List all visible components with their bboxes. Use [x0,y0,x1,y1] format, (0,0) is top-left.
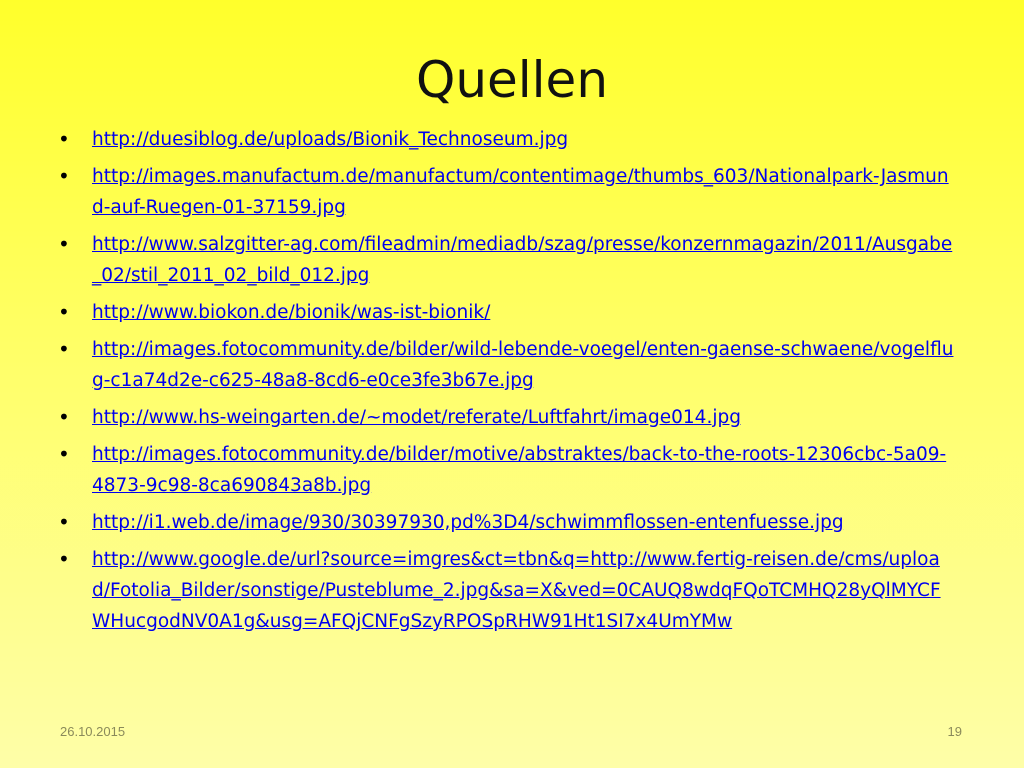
source-link[interactable]: http://images.fotocommunity.de/bilder/motive/abstraktes/back-to-the-roots-12306cbc-5a09-4873-9c98-8ca690843a8b.jpg [92,444,947,496]
source-link[interactable]: http://www.hs-weingarten.de/~modet/referate/Luftfahrt/image014.jpg [92,407,741,428]
bullet-icon: • [58,510,70,534]
slide-title: Quellen [415,51,609,109]
list-item [56,544,956,637]
source-link[interactable]: http://www.biokon.de/bionik/was-ist-bionik/ [92,302,491,323]
list-item [56,297,956,328]
bullet-icon: • [58,405,70,429]
page-number: 19 [947,724,962,739]
list-item [56,507,956,538]
list-item [56,229,956,291]
source-link[interactable]: http://i1.web.de/image/930/30397930,pd%3D4/schwimmflossen-entenfuesse.jpg [92,512,844,533]
source-link[interactable]: http://duesiblog.de/uploads/Bionik_Technoseum.jpg [92,129,569,150]
list-item [56,439,956,501]
list-item [56,161,956,223]
bullet-icon: • [58,300,70,324]
list-item [56,334,956,396]
footer-date: 26.10.2015 [60,724,126,739]
source-list [56,124,956,643]
source-link[interactable]: http://images.fotocommunity.de/bilder/wild-lebende-voegel/enten-gaense-schwaene/vogelflug-c1a74d2e-c625-48a8-8cd6-e0ce3fe3b67e.jpg [92,339,954,391]
source-link[interactable]: http://www.google.de/url?source=imgres&ct=tbn&q=http://www.fertig-reisen.de/cms/upload/Fotolia_Bilder/sonstige/Pusteblume_2.jpg&sa=X&ved=0CAUQ8wdqFQoTCMHQ28yQlMYCFWHucgodNV0A1g&usg=AFQjCNFgSzyRPOSpRHW91Ht1SI7x4UmYMw [92,549,941,632]
bullet-icon: • [58,127,70,151]
list-item [56,402,956,433]
source-link[interactable]: http://www.salzgitter-ag.com/fileadmin/mediadb/szag/presse/konzernmagazin/2011/Ausgabe_02/stil_2011_02_bild_012.jpg [92,234,953,286]
bullet-icon: • [58,232,70,256]
bullet-icon: • [58,164,70,188]
bullet-icon: • [58,547,70,571]
source-link[interactable]: http://images.manufactum.de/manufactum/contentimage/thumbs_603/Nationalpark-Jasmund-auf-Ruegen-01-37159.jpg [92,166,949,218]
list-item [56,124,956,155]
bullet-icon: • [58,337,70,361]
bullet-icon: • [58,442,70,466]
